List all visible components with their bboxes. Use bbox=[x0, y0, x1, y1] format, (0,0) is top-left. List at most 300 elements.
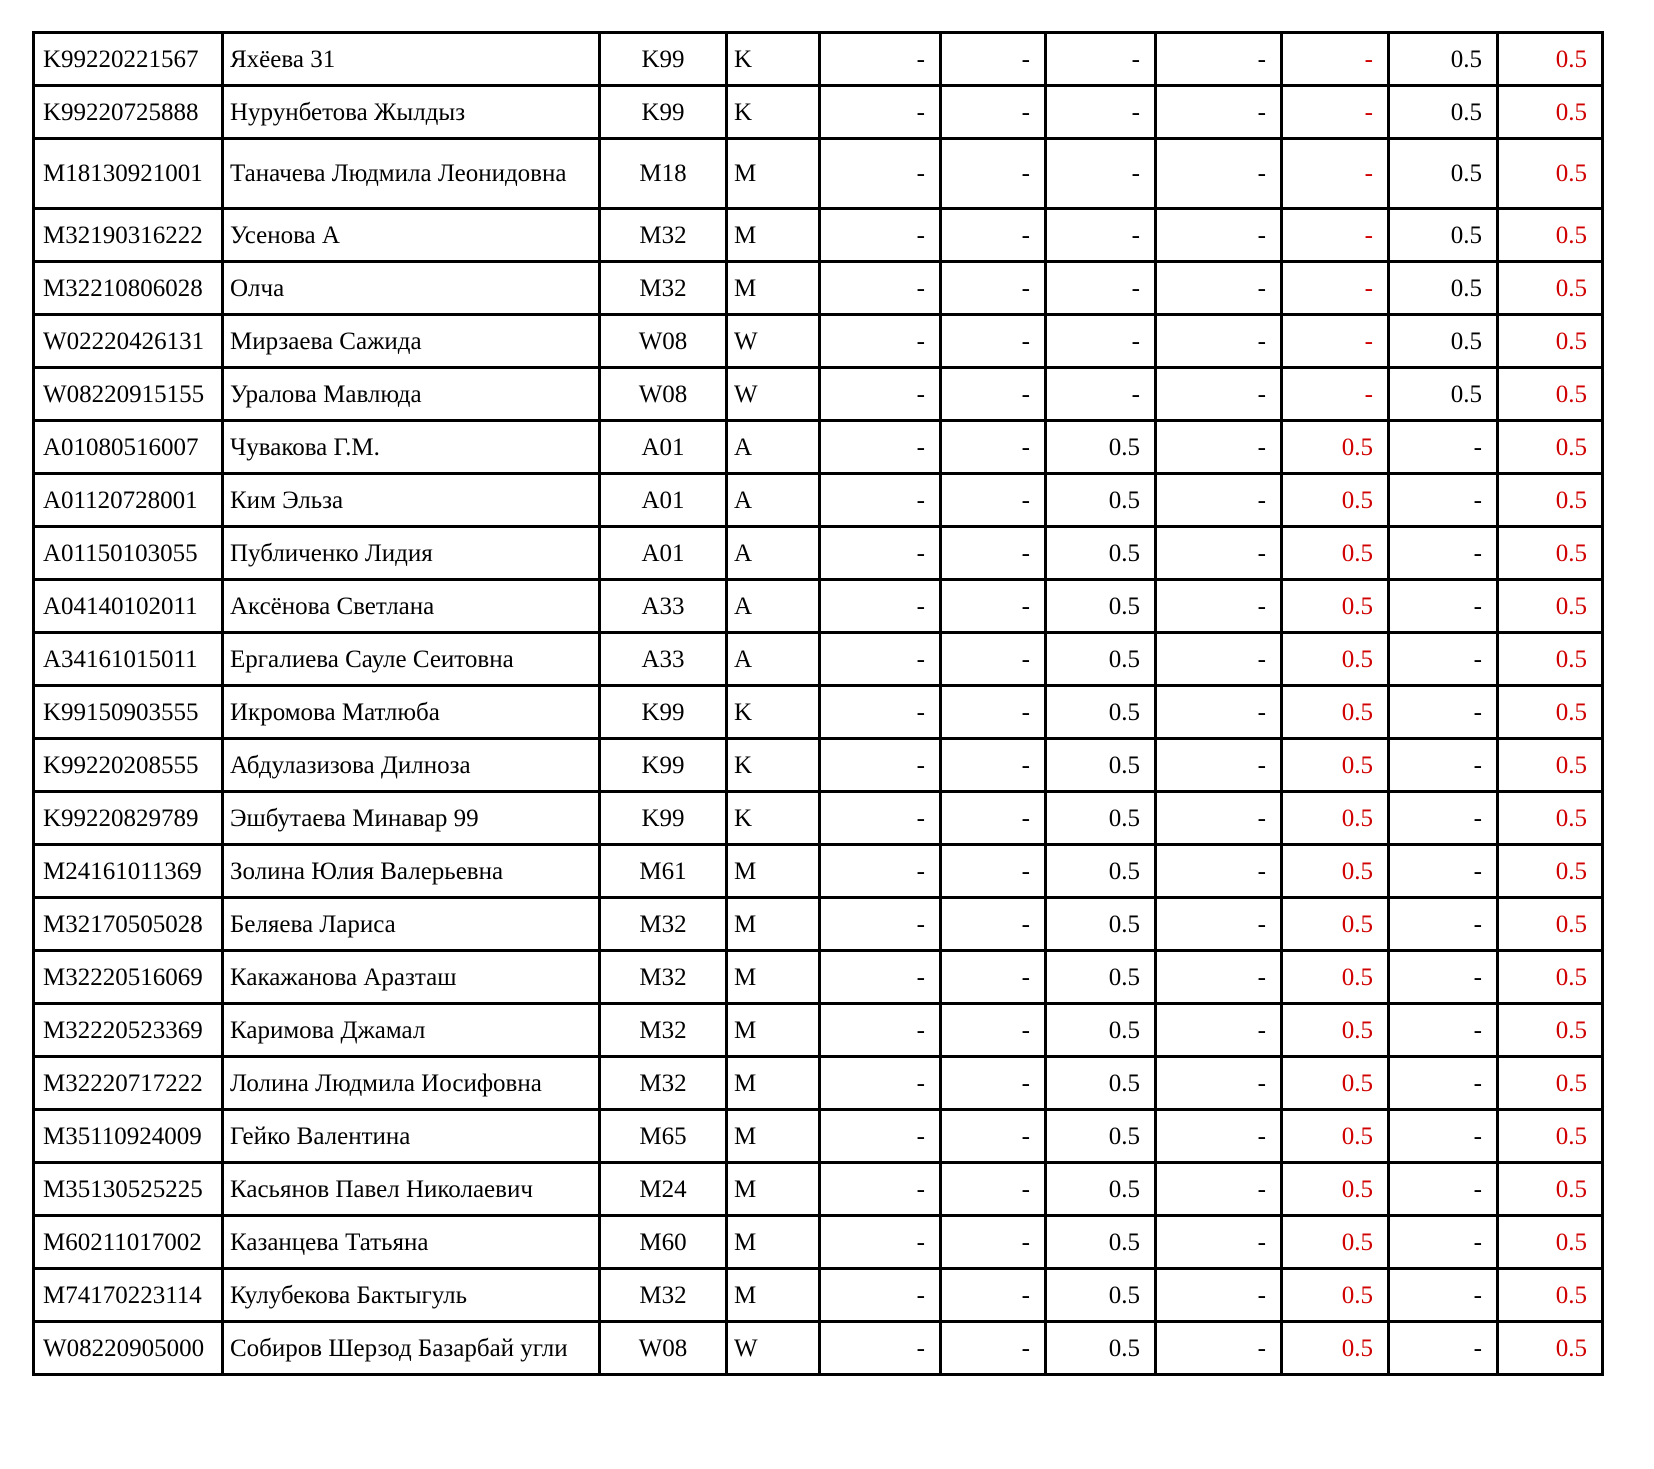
client-name-cell bbox=[223, 86, 600, 139]
total-cell: 0.5 bbox=[1498, 262, 1603, 315]
value-cell-1: - bbox=[820, 845, 941, 898]
value-cell-5: 0.5 bbox=[1282, 898, 1389, 951]
value-cell-5: 0.5 bbox=[1282, 421, 1389, 474]
value-cell-4: - bbox=[1156, 139, 1282, 209]
region-letter-cell: M bbox=[727, 1269, 820, 1322]
client-name-cell bbox=[223, 792, 600, 845]
branch-code-cell: A33 bbox=[600, 580, 727, 633]
account-code-cell: A01080516007 bbox=[34, 421, 223, 474]
table-row bbox=[34, 1004, 1603, 1057]
client-name-text: Яхёева 31 bbox=[230, 45, 336, 73]
region-letter-cell: M bbox=[727, 1004, 820, 1057]
value-cell-1: - bbox=[820, 739, 941, 792]
value-cell-6: - bbox=[1389, 1110, 1498, 1163]
client-name-text: Чувакова Г.М. bbox=[230, 433, 380, 461]
value-cell-5: 0.5 bbox=[1282, 1110, 1389, 1163]
table-row bbox=[34, 845, 1603, 898]
region-letter-cell: A bbox=[727, 580, 820, 633]
value-cell-2: - bbox=[941, 86, 1046, 139]
account-code-cell: W02220426131 bbox=[34, 315, 223, 368]
branch-code-cell: M32 bbox=[600, 262, 727, 315]
value-cell-5: 0.5 bbox=[1282, 792, 1389, 845]
region-letter-cell: A bbox=[727, 527, 820, 580]
value-cell-3: 0.5 bbox=[1046, 1004, 1156, 1057]
client-name-text: Олча bbox=[230, 274, 285, 302]
value-cell-5: 0.5 bbox=[1282, 527, 1389, 580]
branch-code-cell: W08 bbox=[600, 1322, 727, 1375]
value-cell-2: - bbox=[941, 139, 1046, 209]
table-row bbox=[34, 580, 1603, 633]
account-code-cell: K99220221567 bbox=[34, 33, 223, 86]
branch-code-cell: M32 bbox=[600, 209, 727, 262]
value-cell-6: 0.5 bbox=[1389, 139, 1498, 209]
branch-code-cell: K99 bbox=[600, 33, 727, 86]
client-name-cell bbox=[223, 739, 600, 792]
table-row bbox=[34, 209, 1603, 262]
region-letter-cell: K bbox=[727, 86, 820, 139]
value-cell-2: - bbox=[941, 315, 1046, 368]
account-code-cell: A01120728001 bbox=[34, 474, 223, 527]
value-cell-1: - bbox=[820, 1216, 941, 1269]
value-cell-5: 0.5 bbox=[1282, 1057, 1389, 1110]
account-code-cell: M24161011369 bbox=[34, 845, 223, 898]
account-code-cell: K99150903555 bbox=[34, 686, 223, 739]
value-cell-2: - bbox=[941, 1216, 1046, 1269]
total-cell: 0.5 bbox=[1498, 580, 1603, 633]
value-cell-5: 0.5 bbox=[1282, 580, 1389, 633]
value-cell-2: - bbox=[941, 739, 1046, 792]
total-cell: 0.5 bbox=[1498, 792, 1603, 845]
client-name-text: Ергалиева Сауле Сеитовна bbox=[230, 645, 514, 673]
branch-code-cell: A01 bbox=[600, 527, 727, 580]
value-cell-4: - bbox=[1156, 1163, 1282, 1216]
client-name-text: Беляева Лариса bbox=[230, 910, 396, 938]
value-cell-3: 0.5 bbox=[1046, 474, 1156, 527]
value-cell-4: - bbox=[1156, 527, 1282, 580]
value-cell-4: - bbox=[1156, 209, 1282, 262]
region-letter-cell: W bbox=[727, 1322, 820, 1375]
value-cell-6: - bbox=[1389, 792, 1498, 845]
value-cell-2: - bbox=[941, 951, 1046, 1004]
value-cell-2: - bbox=[941, 209, 1046, 262]
account-code-cell: M32220516069 bbox=[34, 951, 223, 1004]
total-cell: 0.5 bbox=[1498, 845, 1603, 898]
branch-code-cell: A01 bbox=[600, 421, 727, 474]
total-cell: 0.5 bbox=[1498, 1216, 1603, 1269]
value-cell-6: - bbox=[1389, 951, 1498, 1004]
total-cell: 0.5 bbox=[1498, 686, 1603, 739]
account-code-cell: K99220725888 bbox=[34, 86, 223, 139]
total-cell: 0.5 bbox=[1498, 1163, 1603, 1216]
value-cell-3: 0.5 bbox=[1046, 739, 1156, 792]
value-cell-3: 0.5 bbox=[1046, 1163, 1156, 1216]
value-cell-4: - bbox=[1156, 951, 1282, 1004]
value-cell-2: - bbox=[941, 845, 1046, 898]
total-cell: 0.5 bbox=[1498, 139, 1603, 209]
total-cell: 0.5 bbox=[1498, 1057, 1603, 1110]
value-cell-3: - bbox=[1046, 209, 1156, 262]
client-name-cell bbox=[223, 368, 600, 421]
value-cell-6: 0.5 bbox=[1389, 209, 1498, 262]
data-table-container bbox=[32, 31, 1604, 1376]
client-name-text: Золина Юлия Валерьевна bbox=[230, 857, 504, 885]
value-cell-6: - bbox=[1389, 580, 1498, 633]
value-cell-4: - bbox=[1156, 1322, 1282, 1375]
value-cell-3: - bbox=[1046, 315, 1156, 368]
value-cell-2: - bbox=[941, 792, 1046, 845]
client-name-text: Аксёнова Светлана bbox=[230, 592, 435, 620]
account-code-cell: M74170223114 bbox=[34, 1269, 223, 1322]
value-cell-3: 0.5 bbox=[1046, 898, 1156, 951]
value-cell-4: - bbox=[1156, 474, 1282, 527]
region-letter-cell: M bbox=[727, 951, 820, 1004]
total-cell: 0.5 bbox=[1498, 633, 1603, 686]
value-cell-1: - bbox=[820, 951, 941, 1004]
value-cell-3: 0.5 bbox=[1046, 1269, 1156, 1322]
client-name-cell bbox=[223, 421, 600, 474]
account-code-cell: M32190316222 bbox=[34, 209, 223, 262]
value-cell-6: - bbox=[1389, 474, 1498, 527]
table-row bbox=[34, 474, 1603, 527]
value-cell-6: - bbox=[1389, 1057, 1498, 1110]
value-cell-5: 0.5 bbox=[1282, 739, 1389, 792]
value-cell-2: - bbox=[941, 580, 1046, 633]
value-cell-5: 0.5 bbox=[1282, 1216, 1389, 1269]
value-cell-3: 0.5 bbox=[1046, 792, 1156, 845]
value-cell-4: - bbox=[1156, 1004, 1282, 1057]
value-cell-6: - bbox=[1389, 898, 1498, 951]
account-code-cell: M32170505028 bbox=[34, 898, 223, 951]
client-name-cell bbox=[223, 1163, 600, 1216]
client-name-text: Эшбутаева Минавар 99 bbox=[230, 804, 479, 832]
region-letter-cell: K bbox=[727, 33, 820, 86]
client-name-cell bbox=[223, 1110, 600, 1163]
value-cell-6: - bbox=[1389, 1163, 1498, 1216]
value-cell-1: - bbox=[820, 527, 941, 580]
total-cell: 0.5 bbox=[1498, 1004, 1603, 1057]
value-cell-2: - bbox=[941, 686, 1046, 739]
branch-code-cell: M24 bbox=[600, 1163, 727, 1216]
account-code-cell: M35130525225 bbox=[34, 1163, 223, 1216]
total-cell: 0.5 bbox=[1498, 739, 1603, 792]
client-name-text: Уралова Мавлюда bbox=[230, 380, 422, 408]
value-cell-4: - bbox=[1156, 792, 1282, 845]
client-name-cell bbox=[223, 474, 600, 527]
value-cell-4: - bbox=[1156, 421, 1282, 474]
value-cell-4: - bbox=[1156, 1110, 1282, 1163]
value-cell-4: - bbox=[1156, 86, 1282, 139]
value-cell-3: - bbox=[1046, 86, 1156, 139]
region-letter-cell: M bbox=[727, 898, 820, 951]
total-cell: 0.5 bbox=[1498, 474, 1603, 527]
region-letter-cell: M bbox=[727, 209, 820, 262]
client-name-text: Икромова Матлюба bbox=[230, 698, 440, 726]
region-letter-cell: M bbox=[727, 1216, 820, 1269]
client-name-text: Кулубекова Бактыгуль bbox=[230, 1281, 468, 1309]
value-cell-4: - bbox=[1156, 686, 1282, 739]
client-name-cell bbox=[223, 1269, 600, 1322]
value-cell-1: - bbox=[820, 580, 941, 633]
data-table bbox=[32, 31, 1604, 1376]
client-name-cell bbox=[223, 262, 600, 315]
value-cell-4: - bbox=[1156, 1057, 1282, 1110]
branch-code-cell: M32 bbox=[600, 1269, 727, 1322]
value-cell-1: - bbox=[820, 368, 941, 421]
value-cell-3: 0.5 bbox=[1046, 580, 1156, 633]
branch-code-cell: W08 bbox=[600, 315, 727, 368]
branch-code-cell: K99 bbox=[600, 792, 727, 845]
value-cell-6: - bbox=[1389, 686, 1498, 739]
value-cell-2: - bbox=[941, 1057, 1046, 1110]
value-cell-3: - bbox=[1046, 368, 1156, 421]
total-cell: 0.5 bbox=[1498, 898, 1603, 951]
value-cell-4: - bbox=[1156, 633, 1282, 686]
client-name-cell bbox=[223, 1216, 600, 1269]
client-name-text: Казанцева Татьяна bbox=[230, 1228, 429, 1256]
value-cell-1: - bbox=[820, 898, 941, 951]
client-name-text: Какажанова Аразташ bbox=[230, 963, 457, 991]
region-letter-cell: M bbox=[727, 139, 820, 209]
total-cell: 0.5 bbox=[1498, 1322, 1603, 1375]
client-name-text: Гейко Валентина bbox=[230, 1122, 411, 1150]
client-name-cell bbox=[223, 580, 600, 633]
account-code-cell: A34161015011 bbox=[34, 633, 223, 686]
value-cell-4: - bbox=[1156, 315, 1282, 368]
total-cell: 0.5 bbox=[1498, 209, 1603, 262]
total-cell: 0.5 bbox=[1498, 86, 1603, 139]
table-row bbox=[34, 739, 1603, 792]
table-row bbox=[34, 633, 1603, 686]
account-code-cell: A01150103055 bbox=[34, 527, 223, 580]
value-cell-1: - bbox=[820, 209, 941, 262]
branch-code-cell: K99 bbox=[600, 739, 727, 792]
value-cell-4: - bbox=[1156, 1216, 1282, 1269]
account-code-cell: W08220915155 bbox=[34, 368, 223, 421]
value-cell-2: - bbox=[941, 633, 1046, 686]
client-name-cell bbox=[223, 527, 600, 580]
value-cell-3: 0.5 bbox=[1046, 421, 1156, 474]
value-cell-5: 0.5 bbox=[1282, 1269, 1389, 1322]
value-cell-1: - bbox=[820, 1322, 941, 1375]
value-cell-1: - bbox=[820, 633, 941, 686]
value-cell-1: - bbox=[820, 421, 941, 474]
value-cell-4: - bbox=[1156, 262, 1282, 315]
client-name-text: Абдулазизова Дилноза bbox=[230, 751, 471, 779]
branch-code-cell: M32 bbox=[600, 1004, 727, 1057]
value-cell-2: - bbox=[941, 33, 1046, 86]
account-code-cell: K99220829789 bbox=[34, 792, 223, 845]
value-cell-5: 0.5 bbox=[1282, 1163, 1389, 1216]
region-letter-cell: A bbox=[727, 633, 820, 686]
total-cell: 0.5 bbox=[1498, 951, 1603, 1004]
value-cell-3: 0.5 bbox=[1046, 686, 1156, 739]
table-row bbox=[34, 686, 1603, 739]
account-code-cell: W08220905000 bbox=[34, 1322, 223, 1375]
value-cell-1: - bbox=[820, 1057, 941, 1110]
table-row bbox=[34, 315, 1603, 368]
value-cell-6: - bbox=[1389, 739, 1498, 792]
value-cell-6: 0.5 bbox=[1389, 86, 1498, 139]
table-row bbox=[34, 86, 1603, 139]
value-cell-1: - bbox=[820, 1110, 941, 1163]
client-name-text: Ким Эльза bbox=[230, 486, 344, 514]
table-row bbox=[34, 898, 1603, 951]
value-cell-5: - bbox=[1282, 262, 1389, 315]
account-code-cell: K99220208555 bbox=[34, 739, 223, 792]
table-row bbox=[34, 139, 1603, 209]
value-cell-1: - bbox=[820, 1269, 941, 1322]
value-cell-6: - bbox=[1389, 1269, 1498, 1322]
client-name-text: Нурунбетова Жылдыз bbox=[230, 98, 466, 126]
value-cell-4: - bbox=[1156, 898, 1282, 951]
value-cell-3: 0.5 bbox=[1046, 1216, 1156, 1269]
value-cell-5: 0.5 bbox=[1282, 951, 1389, 1004]
region-letter-cell: M bbox=[727, 1110, 820, 1163]
branch-code-cell: A01 bbox=[600, 474, 727, 527]
branch-code-cell: M18 bbox=[600, 139, 727, 209]
account-code-cell: M32210806028 bbox=[34, 262, 223, 315]
region-letter-cell: M bbox=[727, 1057, 820, 1110]
client-name-cell bbox=[223, 33, 600, 86]
total-cell: 0.5 bbox=[1498, 527, 1603, 580]
table-row bbox=[34, 527, 1603, 580]
branch-code-cell: M61 bbox=[600, 845, 727, 898]
value-cell-4: - bbox=[1156, 368, 1282, 421]
value-cell-4: - bbox=[1156, 845, 1282, 898]
total-cell: 0.5 bbox=[1498, 1269, 1603, 1322]
client-name-text: Лолина Людмила Иосифовна bbox=[230, 1069, 542, 1097]
client-name-text: Собиров Шерзод Базарбай угли bbox=[230, 1334, 568, 1362]
value-cell-6: 0.5 bbox=[1389, 315, 1498, 368]
value-cell-3: 0.5 bbox=[1046, 1322, 1156, 1375]
value-cell-3: 0.5 bbox=[1046, 527, 1156, 580]
table-row bbox=[34, 1216, 1603, 1269]
value-cell-1: - bbox=[820, 86, 941, 139]
account-code-cell: M18130921001 bbox=[34, 139, 223, 209]
branch-code-cell: M60 bbox=[600, 1216, 727, 1269]
value-cell-1: - bbox=[820, 474, 941, 527]
client-name-cell bbox=[223, 315, 600, 368]
value-cell-5: - bbox=[1282, 368, 1389, 421]
client-name-text: Каримова Джамал bbox=[230, 1016, 426, 1044]
value-cell-1: - bbox=[820, 315, 941, 368]
table-row bbox=[34, 33, 1603, 86]
client-name-cell bbox=[223, 951, 600, 1004]
value-cell-3: 0.5 bbox=[1046, 633, 1156, 686]
client-name-cell bbox=[223, 139, 600, 209]
account-code-cell: A04140102011 bbox=[34, 580, 223, 633]
value-cell-6: - bbox=[1389, 421, 1498, 474]
branch-code-cell: M32 bbox=[600, 898, 727, 951]
value-cell-4: - bbox=[1156, 739, 1282, 792]
value-cell-1: - bbox=[820, 262, 941, 315]
value-cell-5: - bbox=[1282, 315, 1389, 368]
region-letter-cell: K bbox=[727, 739, 820, 792]
value-cell-1: - bbox=[820, 139, 941, 209]
client-name-cell bbox=[223, 898, 600, 951]
value-cell-3: 0.5 bbox=[1046, 845, 1156, 898]
value-cell-2: - bbox=[941, 1004, 1046, 1057]
value-cell-5: - bbox=[1282, 209, 1389, 262]
table-row bbox=[34, 1163, 1603, 1216]
client-name-cell bbox=[223, 1322, 600, 1375]
value-cell-4: - bbox=[1156, 580, 1282, 633]
value-cell-3: 0.5 bbox=[1046, 951, 1156, 1004]
client-name-text: Мирзаева Сажида bbox=[230, 327, 422, 355]
value-cell-6: 0.5 bbox=[1389, 262, 1498, 315]
region-letter-cell: A bbox=[727, 474, 820, 527]
region-letter-cell: A bbox=[727, 421, 820, 474]
total-cell: 0.5 bbox=[1498, 1110, 1603, 1163]
total-cell: 0.5 bbox=[1498, 421, 1603, 474]
region-letter-cell: K bbox=[727, 792, 820, 845]
region-letter-cell: W bbox=[727, 315, 820, 368]
region-letter-cell: W bbox=[727, 368, 820, 421]
client-name-cell bbox=[223, 845, 600, 898]
account-code-cell: M35110924009 bbox=[34, 1110, 223, 1163]
total-cell: 0.5 bbox=[1498, 315, 1603, 368]
value-cell-5: 0.5 bbox=[1282, 633, 1389, 686]
value-cell-1: - bbox=[820, 792, 941, 845]
value-cell-1: - bbox=[820, 686, 941, 739]
table-row bbox=[34, 1269, 1603, 1322]
value-cell-5: - bbox=[1282, 86, 1389, 139]
branch-code-cell: K99 bbox=[600, 686, 727, 739]
value-cell-6: - bbox=[1389, 527, 1498, 580]
region-letter-cell: M bbox=[727, 262, 820, 315]
value-cell-2: - bbox=[941, 421, 1046, 474]
table-body bbox=[34, 33, 1603, 1375]
client-name-cell bbox=[223, 686, 600, 739]
client-name-text: Публиченко Лидия bbox=[230, 539, 433, 567]
branch-code-cell: A33 bbox=[600, 633, 727, 686]
table-row bbox=[34, 1322, 1603, 1375]
client-name-cell bbox=[223, 1004, 600, 1057]
value-cell-2: - bbox=[941, 1269, 1046, 1322]
value-cell-2: - bbox=[941, 527, 1046, 580]
value-cell-5: 0.5 bbox=[1282, 474, 1389, 527]
value-cell-1: - bbox=[820, 1163, 941, 1216]
client-name-cell bbox=[223, 633, 600, 686]
client-name-cell bbox=[223, 1057, 600, 1110]
value-cell-2: - bbox=[941, 474, 1046, 527]
branch-code-cell: W08 bbox=[600, 368, 727, 421]
value-cell-5: 0.5 bbox=[1282, 845, 1389, 898]
value-cell-4: - bbox=[1156, 1269, 1282, 1322]
table-row bbox=[34, 1057, 1603, 1110]
region-letter-cell: M bbox=[727, 1163, 820, 1216]
value-cell-6: - bbox=[1389, 633, 1498, 686]
account-code-cell: M32220717222 bbox=[34, 1057, 223, 1110]
branch-code-cell: M32 bbox=[600, 1057, 727, 1110]
branch-code-cell: K99 bbox=[600, 86, 727, 139]
value-cell-5: 0.5 bbox=[1282, 1004, 1389, 1057]
value-cell-5: 0.5 bbox=[1282, 686, 1389, 739]
value-cell-3: - bbox=[1046, 33, 1156, 86]
client-name-text: Усенова А bbox=[230, 221, 340, 249]
table-row bbox=[34, 1110, 1603, 1163]
value-cell-2: - bbox=[941, 368, 1046, 421]
table-row bbox=[34, 792, 1603, 845]
value-cell-6: - bbox=[1389, 845, 1498, 898]
value-cell-5: - bbox=[1282, 139, 1389, 209]
total-cell: 0.5 bbox=[1498, 368, 1603, 421]
value-cell-2: - bbox=[941, 1110, 1046, 1163]
value-cell-5: - bbox=[1282, 33, 1389, 86]
value-cell-6: - bbox=[1389, 1322, 1498, 1375]
value-cell-4: - bbox=[1156, 33, 1282, 86]
account-code-cell: M32220523369 bbox=[34, 1004, 223, 1057]
